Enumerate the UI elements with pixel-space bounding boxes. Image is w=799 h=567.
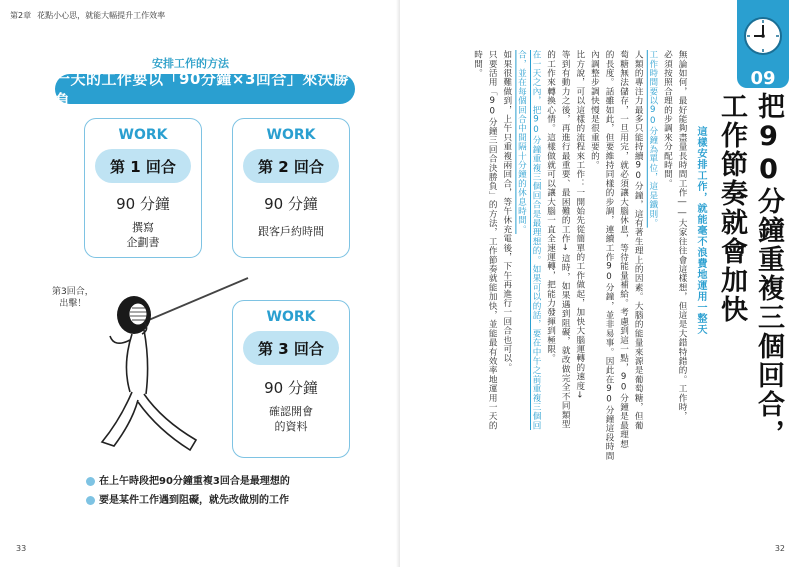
work-card-1 — [84, 118, 202, 258]
duration: 90 分鐘 — [116, 195, 170, 213]
task-line: 的資料 — [274, 420, 308, 433]
section-label: 安排工作的方法 — [152, 57, 229, 70]
body-text-segment: 等到有動力之後，再進行最重要、最困難的工作↓這時，如果遇到阻礙，就改做完全不同類型 — [560, 50, 571, 429]
work-title: WORK — [266, 127, 316, 143]
callout — [52, 286, 94, 310]
running-header — [10, 10, 165, 21]
highlight-text: 合，並在每個回合中間隔十分鐘的休息時間。 — [516, 50, 527, 234]
work-title: WORK — [118, 127, 168, 143]
task — [233, 224, 349, 239]
body-text-segment: 的長度。話雖如此，但要維持同樣的步調，連續工作90分鐘，並非易事。因此在90分鐘這段時間 — [604, 50, 614, 461]
chapter-label: 第2章 — [10, 11, 32, 20]
chapter-number: 09 — [750, 68, 776, 89]
body-column — [472, 50, 484, 78]
task-line: 確認開會 — [269, 405, 313, 418]
body-column — [588, 50, 600, 170]
chapter-title: 花點小心思，就能大幅提升工作效率 — [37, 11, 166, 20]
task-line: 跟客戶約時間 — [258, 225, 324, 238]
duration: 90 分鐘 — [264, 195, 318, 213]
duration: 90 分鐘 — [264, 379, 318, 397]
body-text-segment: 人類的專注力最多只能持續90分鐘，這有著生理上的因素。大腦的能量來源是葡萄糖，但葡 — [633, 50, 644, 430]
body-column — [603, 50, 615, 460]
body-text-segment: 內調整步調快慢是很重要的。 — [589, 50, 600, 170]
body-column — [574, 50, 586, 401]
highlight-text: 在一天之內，把90分鐘重複三個回合是最理想的。如果可以的話，要在中午之前重複三個回 — [531, 50, 541, 430]
body-column — [618, 50, 630, 448]
task-line: 企劃書 — [126, 236, 160, 249]
body-text-segment: 必須按照合理的步調來分配時間。 — [662, 50, 673, 188]
body-column — [501, 50, 513, 372]
task — [85, 220, 201, 250]
bullet-dot-icon — [86, 496, 95, 505]
bullet-list — [86, 472, 290, 510]
title-line-2: 工作節奏就會加快 — [716, 92, 747, 324]
round-pill: 第 2 回合 — [243, 149, 339, 183]
body-column — [545, 50, 557, 363]
body-column — [559, 50, 571, 429]
subtitle: 這樣安排工作，就能毫不浪費地運用一整天 — [695, 126, 706, 335]
clock-icon — [743, 16, 783, 56]
body-column — [515, 50, 527, 234]
bullet-dot-icon — [86, 477, 95, 486]
callout-line-2: 出擊！ — [59, 299, 87, 309]
bullet-item: 在上午時段把90分鐘重複3回合是最理想的 — [86, 472, 290, 491]
body-text-segment: 的工作來轉換心情。這樣做就可以讓大腦一直全速運轉，把能力發揮到極限。 — [545, 50, 556, 363]
work-card-2 — [232, 118, 350, 258]
body-column — [486, 50, 498, 430]
round-pill: 第 1 回合 — [95, 149, 191, 183]
page-number-left: 33 — [16, 544, 27, 553]
highlight-text: 工作時間要以90分鐘為單位，這是鐵則。 — [647, 50, 658, 228]
callout-line-1: 第3回合， — [52, 287, 94, 297]
bullet-item: 要是某件工作遇到阻礙，就先改做別的工作 — [86, 491, 290, 510]
task-line: 撰寫 — [132, 221, 154, 234]
body-text-segment: 如果很難做到，上午只重複兩回合，等午休充電後，下午再進行一回合也可以。 — [501, 50, 512, 372]
body-column — [632, 50, 644, 430]
title-line-1: 把90分鐘重複三個回合， — [753, 92, 784, 448]
body-column — [661, 50, 673, 188]
body-text-segment: 只要活用「90分鐘三回合決勝負」的方法，工作節奏就能加快，並能最有效率地運用一天的 — [487, 50, 498, 430]
round-pill: 第 3 回合 — [243, 331, 339, 365]
body-column — [647, 50, 659, 228]
body-text-segment: 時間。 — [472, 50, 483, 78]
work-title: WORK — [266, 309, 316, 325]
body-text-segment: 萄糖無法儲存，一旦用完，就必須讓大腦休息，等待能量補給。考慮到這一點，90分鐘是最理想 — [618, 50, 629, 449]
body-column — [676, 50, 688, 421]
body-text-segment: 無論如何，最好能夠盡量長時間工作――大家往往會這樣想，但這是大錯特錯的。工作時， — [677, 50, 687, 421]
fencer-figure-icon — [92, 270, 262, 470]
body-text-segment: 比方說，可以這樣的流程來工作：一開始先從簡單的工作做起，加快大腦運轉的速度↓ — [574, 50, 585, 401]
main-banner: 一天的工作要以「90分鐘×3回合」來決勝負 — [55, 74, 355, 104]
left-page — [0, 0, 399, 567]
body-column — [530, 50, 542, 430]
page-number-right: 32 — [774, 544, 785, 553]
